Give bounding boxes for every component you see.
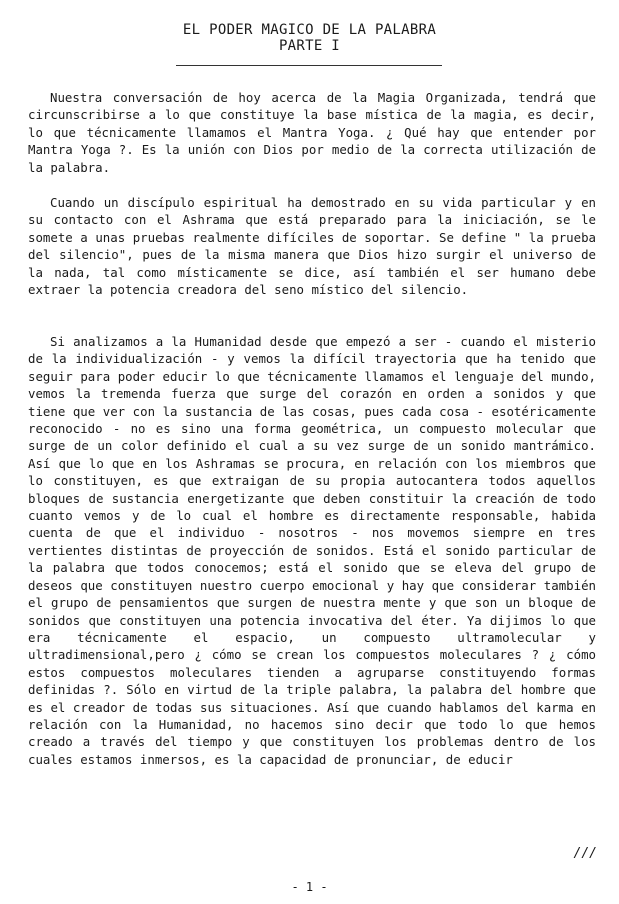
paragraph-3: Si analizamos a la Humanidad desde que empezó a ser - cuando el misterio de la individualización - y vemos la difícil trayectoria que ha tenido que seguir para poder educir lo que técnicamente llamamos el lenguaje del mundo, vemos la tremenda fuerza que surge del corazón en orden a sonidos y que tiene que ver con la sustancia de las cosas, pues cada cosa - esotéricamente reconocido - no es sino una forma geométrica, un compuesto molecular que surge de un color definido el cual a su vez surge de un sonido mantrámico. Así que lo que en los Ashramas se procura, en relación con los miembros que lo constituyen, es que extraigan de su propia autocantera todos aquellos bloques de sustancia energetizante que deben constituir la creación de todo cuanto vemos y de lo cual el hombre es directamente responsable, habida cuenta de que el individuo - nosotros - nos movemos siempre en tres vertientes distintas de proyección de sonidos. Está el sonido particular de la palabra que todos conocemos; está el sonido que se eleva del grupo de deseos que constituyen nuestro cuerpo emocional y hay que considerar también el grupo de pensamientos que surgen de nuestra mente y que son un bloque de sonidos que constituyen una potencia invocativa del éter. Ya dijimos lo que era técnicamente el espacio, un compuesto ultramolecular y ultradimensional,pero ¿ cómo se crean los compuestos moleculares ? ¿ cómo estos compuestos moleculares tienden a agruparse constituyendo formas definidas ?. Sólo en virtud de la triple palabra, la palabra del hombre que es el creador de todas sus situaciones. Así que cuando hablamos del karma en relación con la Humanidad, no hacemos sino decir que todo lo que hemos creado a través del tiempo y que constituyen los problemas dentro de los cuales estamos inmersos, es la capacidad de pronunciar, de educir <box>28 334 596 767</box>
title-divider <box>176 65 442 66</box>
document-title: EL PODER MAGICO DE LA PALABRA <box>182 22 437 38</box>
document-subtitle: PARTE I <box>278 38 341 54</box>
continuation-mark: /// <box>573 846 597 861</box>
paragraph-1: Nuestra conversación de hoy acerca de la Magia Organizada, tendrá que circunscribirse a lo que constituye la base mística de la magia, es decir, lo que técnicamente llamamos el Mantra Yoga. ¿ Qué hay que entender por Mantra Yoga ?. Es la unión con Dios por medio de la correcta utilización de la palabra. <box>28 90 596 175</box>
paragraph-2: Cuando un discípulo espiritual ha demostrado en su vida particular y en su contacto con el Ashrama que está preparado para la iniciación, se le somete a unas pruebas realmente difíciles de soportar. Se define " la prueba del silencio", pues de la misma manera que Dios hizo surgir el universo de la nada, tal como místicamente se dice, así también el ser humano debe extraer la potencia creadora del seno místico del silencio. <box>28 195 596 298</box>
page-number: - 1 - <box>291 880 328 894</box>
